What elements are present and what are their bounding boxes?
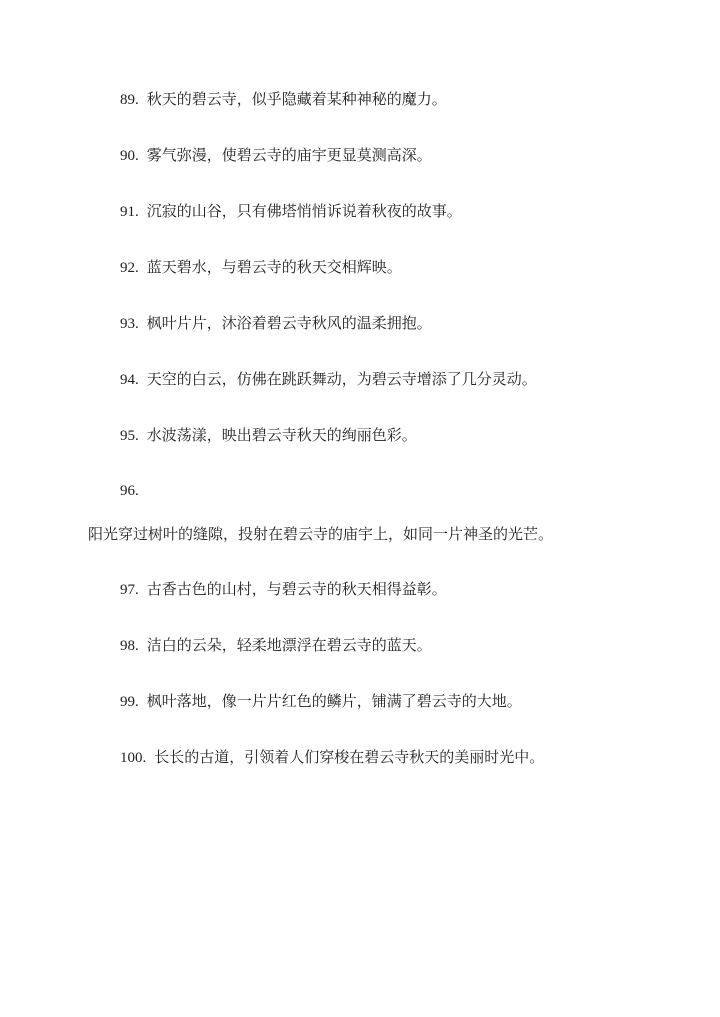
item-number: 100.: [120, 750, 147, 766]
item-text: 天空的白云，仿佛在跳跃舞动，为碧云寺增添了几分灵动。: [146, 370, 537, 388]
item-text: 阳光穿过树叶的缝隙，投射在碧云寺的庙宇上，如同一片神圣的光芒。: [88, 525, 554, 543]
list-item-93: [120, 313, 432, 334]
item-text: 秋天的碧云寺，似乎隐藏着某种神秘的魔力。: [146, 90, 447, 108]
item-text: 洁白的云朵，轻柔地漂浮在碧云寺的蓝天。: [146, 636, 432, 654]
list-item-97: [120, 579, 447, 600]
item-text: 枫叶落地，像一片片红色的鳞片，铺满了碧云寺的大地。: [146, 692, 522, 710]
item-text: 沉寂的山谷，只有佛塔悄悄诉说着秋夜的故事。: [146, 202, 462, 220]
list-item-96-text: [88, 524, 553, 544]
item-text: 雾气弥漫，使碧云寺的庙宇更显莫测高深。: [146, 146, 432, 164]
item-number: 97.: [120, 582, 139, 598]
list-item-100: [120, 747, 544, 768]
list-item-98: [120, 635, 432, 656]
list-item-91: [120, 201, 462, 222]
list-item-90: [120, 145, 432, 166]
item-text: 蓝天碧水，与碧云寺的秋天交相辉映。: [146, 258, 402, 276]
item-number: 92.: [120, 260, 139, 276]
list-item-99: [120, 691, 522, 712]
item-text: 古香古色的山村，与碧云寺的秋天相得益彰。: [146, 580, 447, 598]
list-item-92: [120, 257, 402, 278]
item-number: 98.: [120, 638, 139, 654]
item-text: 长长的古道，引领着人们穿梭在碧云寺秋天的美丽时光中。: [154, 748, 545, 766]
list-item-95: [120, 425, 417, 446]
item-number: 96.: [120, 483, 139, 499]
item-number: 89.: [120, 92, 139, 108]
item-number: 95.: [120, 428, 139, 444]
item-number: 93.: [120, 316, 139, 332]
item-number: 90.: [120, 148, 139, 164]
item-number: 91.: [120, 204, 139, 220]
item-text: 水波荡漾，映出碧云寺秋天的绚丽色彩。: [146, 426, 417, 444]
list-item-94: [120, 369, 537, 390]
list-item-96-number: [120, 480, 139, 501]
item-number: 99.: [120, 694, 139, 710]
list-item-89: [120, 89, 447, 110]
item-text: 枫叶片片，沐浴着碧云寺秋风的温柔拥抱。: [146, 314, 432, 332]
item-number: 94.: [120, 372, 139, 388]
